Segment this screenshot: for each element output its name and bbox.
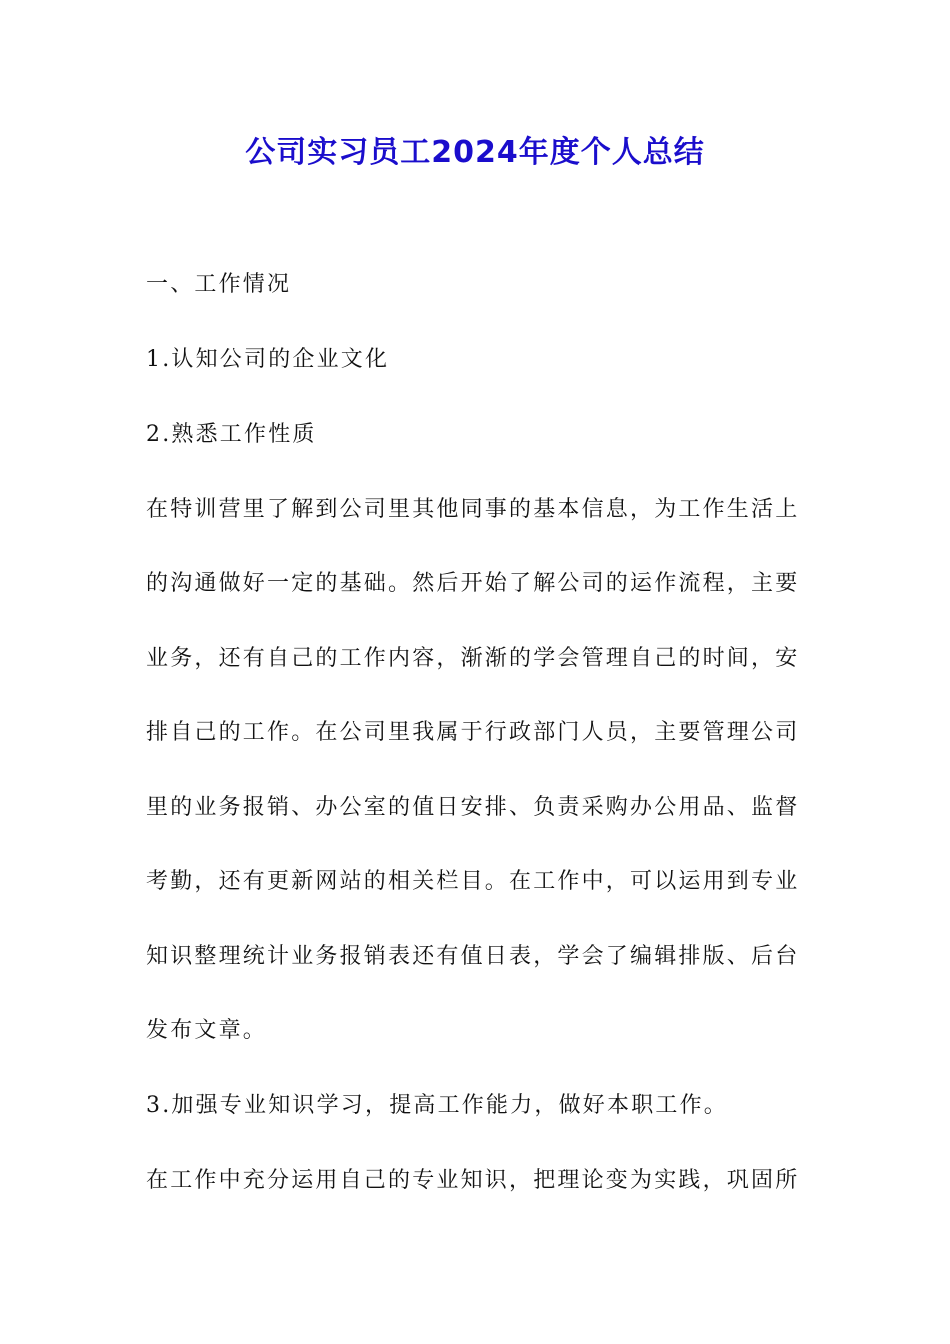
paragraph-2-line-1: 在工作中充分运用自己的专业知识，把理论变为实践，巩固所 bbox=[146, 1168, 800, 1193]
paragraph-1-line-6: 考勤，还有更新网站的相关栏目。在工作中，可以运用到专业 bbox=[146, 869, 800, 894]
list-item-1: 1.认知公司的企业文化 bbox=[146, 347, 390, 372]
list-item-2: 2.熟悉工作性质 bbox=[146, 422, 317, 447]
paragraph-1-line-2: 的沟通做好一定的基础。然后开始了解公司的运作流程，主要 bbox=[146, 571, 800, 596]
paragraph-1-line-4: 排自己的工作。在公司里我属于行政部门人员，主要管理公司 bbox=[146, 720, 800, 745]
paragraph-1-line-1: 在特训营里了解到公司里其他同事的基本信息，为工作生活上 bbox=[146, 497, 800, 522]
paragraph-1-line-7: 知识整理统计业务报销表还有值日表，学会了编辑排版、后台 bbox=[146, 944, 800, 969]
section-heading: 一、工作情况 bbox=[146, 272, 292, 297]
list-item-3: 3.加强专业知识学习，提高工作能力，做好本职工作。 bbox=[146, 1093, 728, 1118]
paragraph-1-line-8: 发布文章。 bbox=[146, 1018, 268, 1043]
paragraph-1-line-3: 业务，还有自己的工作内容，渐渐的学会管理自己的时间，安 bbox=[146, 646, 800, 671]
paragraph-1-line-5: 里的业务报销、办公室的值日安排、负责采购办公用品、监督 bbox=[146, 795, 800, 820]
document-title: 公司实习员工2024年度个人总结 bbox=[245, 135, 705, 170]
